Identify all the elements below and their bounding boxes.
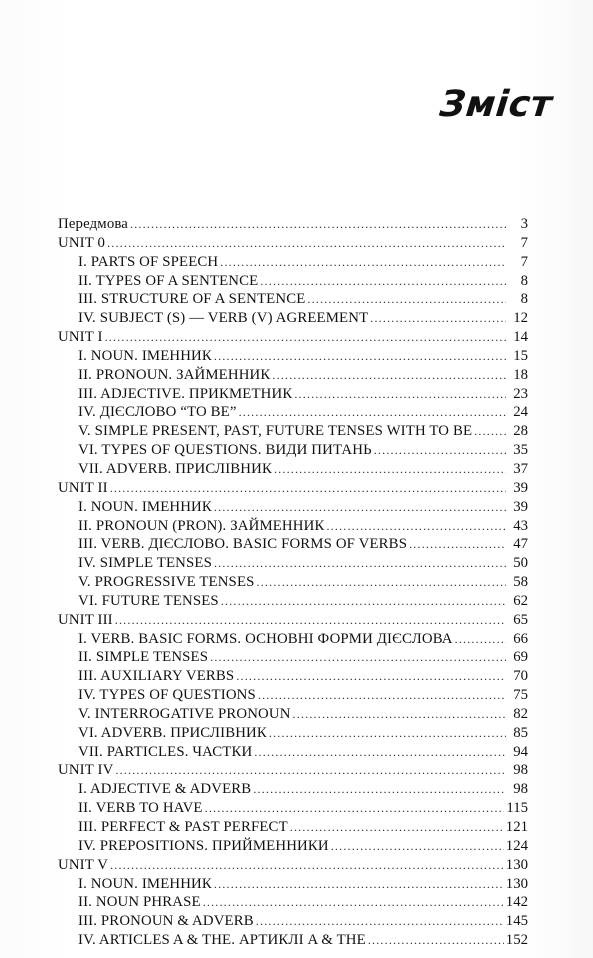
toc-entry-page-number: 98: [513, 781, 528, 798]
toc-entry-label: I. NOUN. ІМЕННИК: [78, 347, 212, 364]
toc-entry-section: [58, 422, 528, 441]
dot-leader: [293, 705, 506, 724]
dot-leader: [205, 799, 505, 818]
toc-entry-label: I. PARTS OF SPEECH: [78, 253, 219, 270]
toc-entry-section: [58, 724, 528, 743]
toc-entry-section: [58, 460, 528, 479]
dot-leader: [294, 385, 506, 404]
toc-entry-section: [58, 385, 528, 404]
toc-entry-section: [58, 799, 528, 818]
toc-entry-page-number: 18: [513, 366, 528, 383]
toc-entry-page-number: 7: [520, 234, 528, 251]
dot-leader: [290, 818, 504, 837]
toc-entry-page-number: 65: [513, 611, 528, 628]
toc-entry-section: [58, 648, 528, 667]
toc-entry-page-number: 39: [513, 479, 528, 496]
toc-entry-page-number: 66: [513, 630, 528, 647]
toc-entry-page-number: 75: [513, 687, 528, 704]
dot-leader: [220, 253, 506, 272]
toc-entry-page-number: 62: [513, 592, 528, 609]
dot-leader: [110, 479, 506, 498]
toc-entry-page-number: 69: [513, 649, 528, 666]
toc-entry-label: UNIT V: [58, 856, 109, 873]
page-title: Зміст: [437, 84, 555, 125]
toc-entry-page-number: 12: [513, 310, 528, 327]
toc-entry-label: Передмова: [58, 216, 129, 232]
toc-entry-label: UNIT I: [58, 329, 103, 346]
toc-entry-unit: [58, 328, 528, 347]
toc-entry-section: [58, 309, 528, 328]
toc-entry-page-number: 145: [505, 913, 528, 930]
toc-entry-page-number: 8: [520, 272, 528, 289]
toc-entry-label: UNIT IV: [58, 762, 114, 779]
toc-entry-label: II. VERB TO HAVE: [78, 800, 203, 817]
toc-entry-label: UNIT 0: [58, 234, 106, 251]
toc-entry-label: IV. ДІЄСЛОВО “TO BE”: [78, 404, 237, 421]
toc-entry-page-number: 14: [513, 329, 528, 346]
toc-entry-unit: [58, 856, 528, 875]
toc-entry-page-number: 70: [513, 668, 528, 685]
toc-entry-page-number: 50: [513, 555, 528, 572]
table-of-contents: [58, 215, 528, 950]
toc-entry-section: [58, 272, 528, 291]
toc-entry-page-number: 7: [520, 253, 528, 270]
dot-leader: [474, 422, 506, 441]
dot-leader: [214, 554, 506, 573]
toc-entry-label: II. PRONOUN. ЗАЙМЕННИК: [78, 366, 271, 383]
toc-entry-section: [58, 667, 528, 686]
dot-leader: [409, 535, 506, 554]
toc-entry-label: III. STRUCTURE OF A SENTENCE: [78, 291, 306, 308]
toc-entry-label: VI. FUTURE TENSES: [78, 592, 219, 609]
toc-entry-page-number: 121: [505, 819, 528, 835]
dot-leader: [107, 234, 506, 253]
dot-leader: [272, 366, 506, 385]
toc-entry-label: II. NOUN PHRASE: [78, 894, 201, 911]
dot-leader: [455, 630, 506, 649]
dot-leader: [260, 272, 506, 291]
dot-leader: [221, 592, 506, 611]
toc-entry-label: UNIT II: [58, 479, 108, 496]
dot-leader: [258, 686, 506, 705]
dot-leader: [253, 780, 506, 799]
toc-entry-page-number: 23: [513, 385, 528, 402]
toc-entry-label: V. SIMPLE PRESENT, PAST, FUTURE TENSES WITH TO BE: [78, 423, 473, 440]
dot-leader: [203, 893, 504, 912]
toc-entry-unit: [58, 761, 528, 780]
toc-entry-label: IV. PREPOSITIONS. ПРИЙМЕННИКИ: [78, 837, 329, 854]
toc-entry-page-number: 58: [513, 574, 528, 591]
toc-entry-page-number: 3: [520, 216, 528, 232]
toc-entry-section: [58, 743, 528, 762]
toc-entry-section: [58, 498, 528, 517]
toc-entry-label: V. PROGRESSIVE TENSES: [78, 574, 255, 591]
toc-entry-section: [58, 592, 528, 611]
toc-entry-label: IV. SIMPLE TENSES: [78, 555, 212, 572]
dot-leader: [274, 460, 506, 479]
toc-entry-page-number: 39: [513, 498, 528, 515]
dot-leader: [115, 611, 506, 630]
toc-entry-label: V. INTERROGATIVE PRONOUN: [78, 705, 291, 722]
toc-entry-page-number: 28: [513, 423, 528, 440]
toc-entry-page-number: 82: [513, 705, 528, 722]
toc-entry-page-number: 24: [513, 404, 528, 421]
toc-entry-label: III. AUXILIARY VERBS: [78, 668, 235, 685]
toc-entry-page-number: 8: [520, 291, 528, 308]
toc-entry-section: [58, 517, 528, 536]
toc-entry-page-number: 130: [505, 856, 528, 873]
dot-leader: [115, 761, 506, 780]
dot-leader: [105, 328, 506, 347]
dot-leader: [307, 290, 506, 309]
dot-leader: [214, 498, 506, 517]
toc-entry-label: II. SIMPLE TENSES: [78, 649, 209, 666]
toc-entry-section: [58, 630, 528, 649]
toc-entry-unit: [58, 215, 528, 234]
toc-entry-section: [58, 875, 528, 894]
dot-leader: [130, 215, 506, 234]
toc-entry-section: [58, 780, 528, 799]
dot-leader: [254, 743, 506, 762]
toc-entry-label: II. TYPES OF A SENTENCE: [78, 272, 259, 289]
toc-entry-section: [58, 931, 528, 950]
toc-entry-unit: [58, 234, 528, 253]
toc-entry-page-number: 47: [513, 536, 528, 553]
dot-leader: [269, 724, 506, 743]
toc-entry-page-number: 43: [513, 517, 528, 534]
toc-entry-label: I. VERB. BASIC FORMS. ОСНОВНІ ФОРМИ ДІЄСЛОВА: [78, 630, 453, 647]
dot-leader: [214, 347, 506, 366]
toc-entry-label: III. PRONOUN & ADVERB: [78, 913, 254, 930]
toc-entry-label: IV. TYPES OF QUESTIONS: [78, 687, 256, 704]
toc-entry-label: UNIT III: [58, 611, 113, 628]
toc-entry-section: [58, 441, 528, 460]
toc-entry-section: [58, 290, 528, 309]
dot-leader: [370, 309, 506, 328]
toc-entry-label: IV. SUBJECT (S) — VERB (V) AGREEMENT: [78, 310, 369, 327]
toc-entry-label: VII. ADVERB. ПРИСЛІВНИК: [78, 460, 272, 477]
toc-entry-label: VI. ADVERB. ПРИСЛІВНИК: [78, 724, 267, 741]
toc-entry-page-number: 124: [505, 837, 528, 854]
toc-entry-page-number: 115: [506, 800, 528, 817]
toc-entry-label: III. PERFECT & PAST PERFECT: [78, 819, 288, 835]
toc-entry-unit: [58, 479, 528, 498]
toc-entry-section: [58, 705, 528, 724]
dot-leader: [368, 931, 504, 950]
toc-entry-section: [58, 554, 528, 573]
toc-entry-label: I. NOUN. ІМЕННИК: [78, 498, 212, 515]
toc-entry-page-number: 85: [513, 724, 528, 741]
toc-entry-section: [58, 893, 528, 912]
dot-leader: [210, 648, 506, 667]
dot-leader: [236, 667, 506, 686]
toc-entry-page-number: 15: [513, 347, 528, 364]
dot-leader: [374, 441, 506, 460]
dot-leader: [214, 875, 504, 894]
toc-entry-page-number: 142: [505, 894, 528, 911]
toc-entry-section: [58, 818, 528, 837]
toc-entry-label: IV. ARTICLES A & THE. АРТИКЛІ A & THE: [78, 932, 366, 949]
toc-entry-section: [58, 686, 528, 705]
toc-entry-section: [58, 573, 528, 592]
dot-leader: [239, 403, 506, 422]
dot-leader: [257, 573, 506, 592]
toc-entry-label: I. ADJECTIVE & ADVERB: [78, 781, 252, 798]
toc-entry-section: [58, 366, 528, 385]
toc-entry-label: I. NOUN. ІМЕННИК: [78, 875, 212, 892]
toc-entry-section: [58, 912, 528, 931]
toc-entry-label: II. PRONOUN (PRON). ЗАЙМЕННИК: [78, 517, 325, 534]
toc-entry-page-number: 94: [513, 743, 528, 760]
toc-entry-label: VI. TYPES OF QUESTIONS. ВИДИ ПИТАНЬ: [78, 442, 372, 459]
toc-entry-label: VII. PARTICLES. ЧАСТКИ: [78, 743, 253, 760]
toc-entry-section: [58, 403, 528, 422]
dot-leader: [331, 837, 504, 856]
toc-entry-page-number: 130: [505, 875, 528, 892]
toc-entry-page-number: 98: [513, 762, 528, 779]
toc-entry-page-number: 37: [513, 460, 528, 477]
show-through-text: [523, 125, 593, 885]
toc-entry-section: [58, 253, 528, 272]
toc-entry-section: [58, 535, 528, 554]
toc-entry-section: [58, 347, 528, 366]
dot-leader: [110, 856, 504, 875]
dot-leader: [326, 517, 506, 536]
dot-leader: [256, 912, 504, 931]
toc-entry-unit: [58, 611, 528, 630]
toc-entry-page-number: 35: [513, 442, 528, 459]
toc-entry-section: [58, 837, 528, 856]
toc-entry-label: III. ADJECTIVE. ПРИКМЕТНИК: [78, 385, 293, 402]
toc-entry-label: III. VERB. ДІЄСЛОВО. BASIC FORMS OF VERBS: [78, 536, 408, 553]
toc-entry-page-number: 152: [505, 932, 528, 949]
